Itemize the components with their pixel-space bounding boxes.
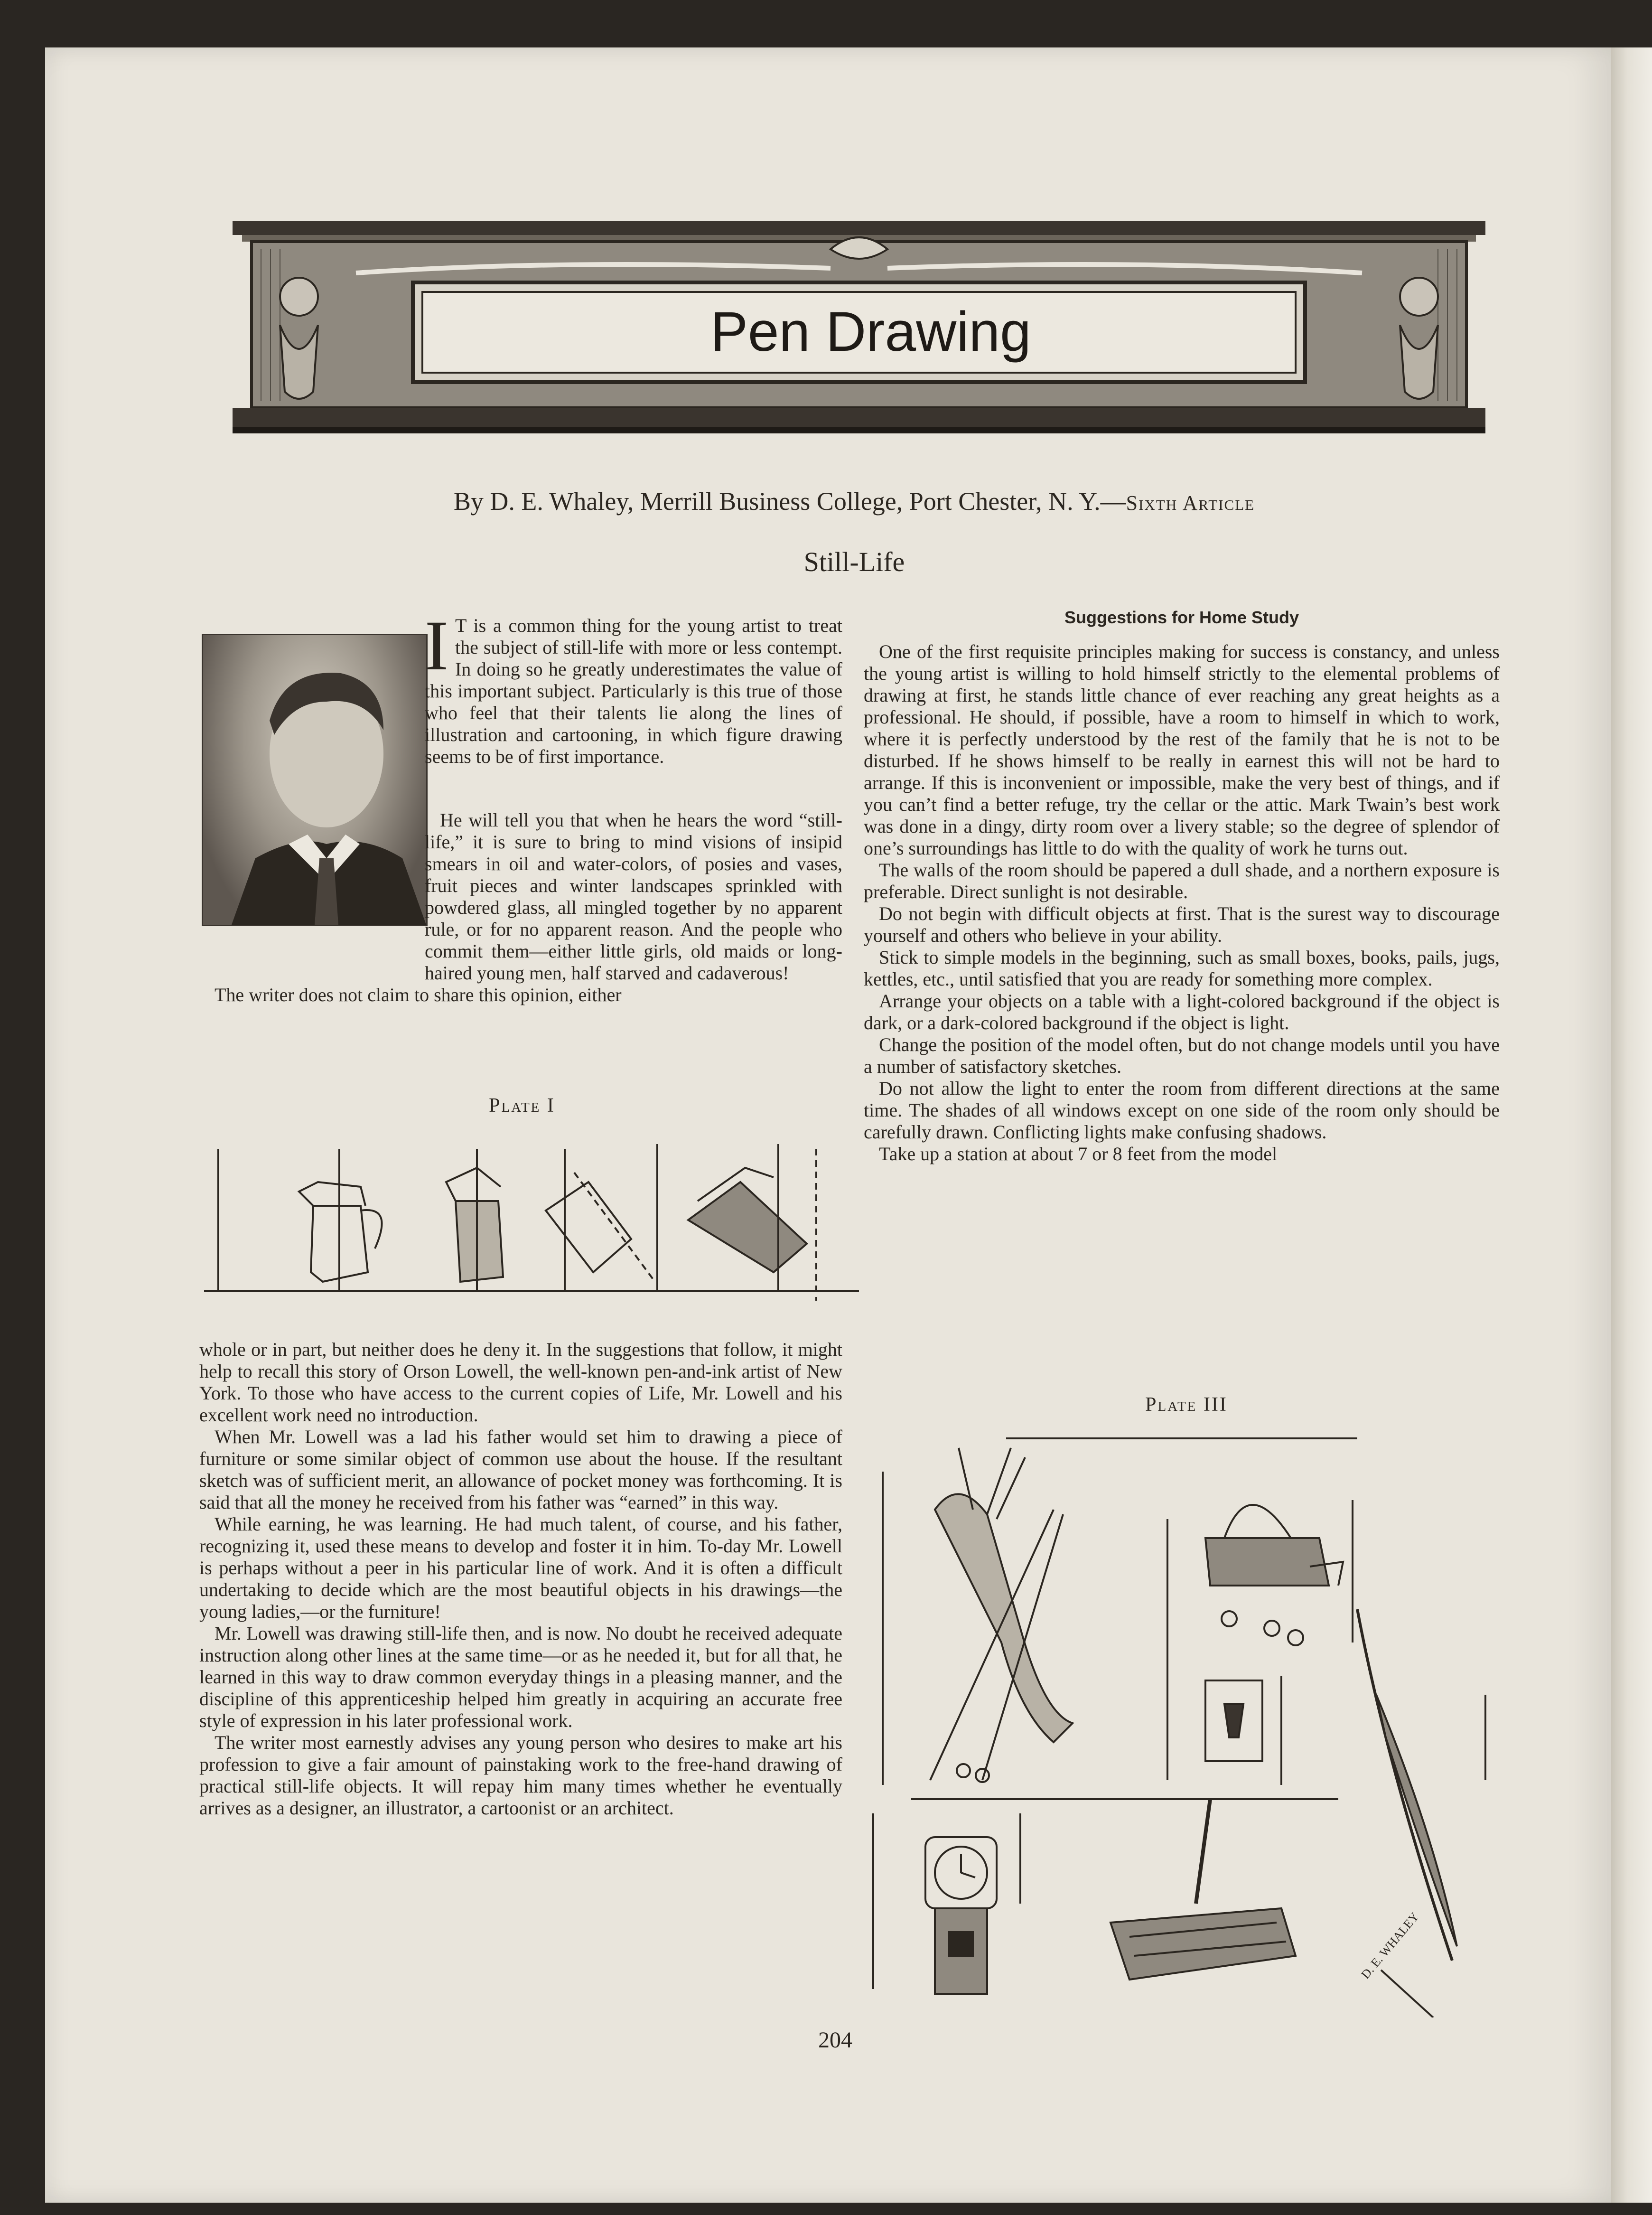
right-column (864, 641, 1500, 1165)
suggestions-heading: Suggestions for Home Study (1064, 608, 1299, 627)
intro-paragraph-1: T is a common thing for the young artist to treat the subject of still-life with more or less contempt. In doing so he greatly underestimates the value of this important subject. Particularly is this true of those who feel that their talents lie along the lines of illustration and cartooning, in which figure drawing seems to be of first importance. (425, 615, 842, 767)
article-number: Sixth Article (1126, 491, 1255, 515)
paragraph-lowell-intro: whole or in part, but neither does he deny it. In the suggestions that follow, it might help to recall this story of Orson Lowell, the well-known pen-and-ink artist of New York. To those who have access to the current copies of Life, Mr. Lowell and his excellent work need no introduction. (199, 1339, 842, 1426)
paragraph-change-position: Change the position of the model often, but do not change models until you have a number of satisfactory sketches. (864, 1034, 1500, 1077)
paragraph-walls: The walls of the room should be papered a dull shade, and a northern exposure is preferable. Direct sunlight is not desirable. (864, 859, 1500, 902)
byline (285, 487, 1424, 516)
left-column-intro (425, 606, 842, 768)
paragraph-constancy: One of the first requisite principles making for success is constancy, and unless the young artist is willing to hold himself strictly to the elemental problems of drawing at first, he stands little chance of ever reaching any great heights as a professional. He should, if possible, have a room to himself in which to work, where it is perfectly understood by the rest of the family that he is not to be disturbed. If he shows himself to be really in earnest this will not be hard to arrange. If this is inconvenient or impossible, make the very best of things, and if you can’t find a better refuge, try the cellar or the attic. Mark Twain’s best work was done in a dingy, dirty room over a livery stable; so the degree of splendor of one’s surroundings has little to do with the quality of work he turns out. (864, 641, 1500, 859)
drop-cap: I (425, 606, 448, 685)
paragraph-station: Take up a station at about 7 or 8 feet from the model (879, 1143, 1278, 1164)
paragraph-advice: The writer most earnestly advises any young person who desires to make art his profession to give a fair amount of painstaking work to the free-hand drawing of practical still-life objects. It will repay him many times whether he eventually arrives as a designer, an illustrator, a cartoonist or an architect. (199, 1732, 842, 1819)
paragraph-simple-models: Stick to simple models in the beginning, such as small boxes, books, pails, jugs, kettles, etc., until satisfied that you are ready for something more complex. (864, 947, 1500, 990)
left-column-continued (199, 1339, 842, 1819)
paragraph-still-life-then: Mr. Lowell was drawing still-life then, and is now. No doubt he received adequate instruction along other lines at the same time—or as he needed it, but for all that, he learned in this way to draw common everyday things in a pleasing manner, and the discipline of this apprenticeship helped him greatly in acquiring an accurate free style of expression in his later professional work. (199, 1623, 842, 1731)
paragraph-light: Do not allow the light to enter the room from different directions at the same time. The shades of all windows except on one side of the room only should be carefully drawn. Conflicting lights make confusing shadows. (864, 1078, 1500, 1143)
intro-paragraph-2: He will tell you that when he hears the word “still-life,” it is sure to bring to mind visions of insipid smears in oil and water-colors, of posies and vases, fruit pieces and winter landscapes sprinkled with powdered glass, all mingled together by no apparent rule, or for no apparent reason. And the people who commit them—either little girls, old maids or long-haired young men, half starved and cadaverous! (425, 809, 842, 984)
paragraph-earning-learning: While earning, he was learning. He had much talent, of course, and his father, recognizing it, used these means to develop and foster it in him. To-day Mr. Lowell is perhaps without a peer in his particular line of work. And it is often a difficult undertaking to decide which are the most beautiful objects in his drawings—the young ladies,—or the furniture! (199, 1513, 842, 1622)
page-number: 204 (818, 2027, 852, 2053)
left-column-intro-2 (199, 809, 842, 1006)
plate-1-illustration (204, 1130, 859, 1310)
book-spine (1611, 47, 1652, 2203)
paragraph-arrange-objects: Arrange your objects on a table with a light-colored background if the object is dark, or a dark-colored background if the object is light. (864, 990, 1500, 1033)
paragraph-lowell-father: When Mr. Lowell was a lad his father would set him to drawing a piece of furniture or some similar object of common use about the house. If the resultant sketch was of sufficient merit, an allowance of pocket money was forthcoming. It is said that all the money he received from his father was “earned” in this way. (199, 1426, 842, 1513)
paragraph-difficult-objects: Do not begin with difficult objects at first. That is the surest way to discourage yourself and others who believe in your ability. (864, 903, 1500, 946)
plate-3-illustration (864, 1429, 1500, 2018)
article-title: Pen Drawing (710, 300, 1031, 363)
plate-1-label: Plate I (489, 1095, 555, 1117)
plate-3-label: Plate III (1145, 1394, 1228, 1416)
section-subtitle: Still-Life (803, 546, 905, 577)
byline-text: By D. E. Whaley, Merrill Business College, Port Chester, N. Y.— (453, 487, 1126, 516)
intro-paragraph-3: The writer does not claim to share this opinion, either (215, 984, 622, 1005)
plate-3-signature: D. E. WHALEY (1358, 1909, 1422, 1981)
